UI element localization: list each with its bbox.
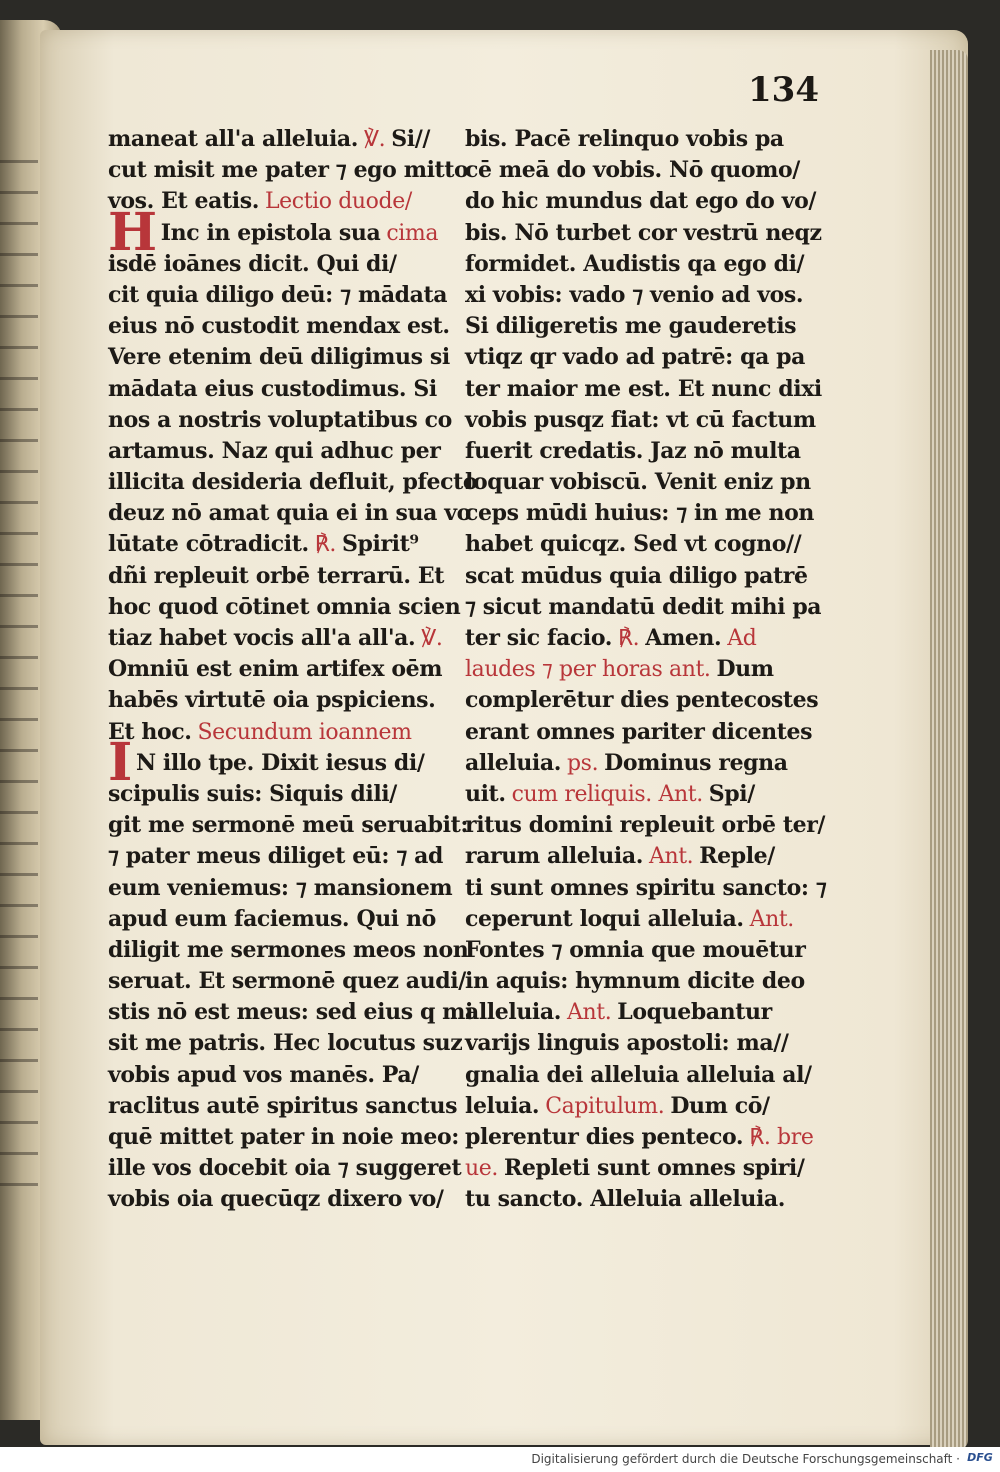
body-text: seruat. Et sermonē quez audi/ [108,968,466,995]
body-text: Si diligeretis me gauderetis [465,313,797,340]
body-text: Dum cō/ [670,1092,770,1119]
text-line [108,1153,468,1184]
text-line [465,997,830,1028]
body-text: stis nō est meus: sed eius q mi [108,999,474,1026]
body-text: Omniū est enim artifex oēm [108,656,443,683]
rubric-text: Ad [727,626,757,651]
body-text: Amen. [645,625,722,651]
text-line [108,561,468,592]
text-line [108,529,468,560]
text-line [465,374,830,405]
body-text: vobis apud vos manēs. Pa/ [108,1061,419,1088]
folio-number: 134 [748,70,819,110]
rubric-text: ℣. [421,626,443,651]
body-text: varijs linguis apostoli: ma// [465,1030,789,1057]
body-text: uit. [465,780,506,807]
body-text: sit me patris. Hec locutus suz [108,1030,463,1057]
body-text: bis. Pacē relinquo vobis pa [465,126,784,152]
body-text: scipulis suis: Siquis dili/ [108,780,397,807]
body-text: cut misit me pater ⁊ ego mitto [108,157,469,184]
text-line [465,155,830,186]
body-text: Dum [716,656,774,683]
body-text: ille vos docebit oia ⁊ suggeret [108,1155,462,1182]
text-line [465,498,830,529]
text-line [465,249,830,280]
body-text: tu sancto. Alleluia alleluia. [465,1186,786,1213]
rubric-text: ℟. [314,532,337,558]
body-text: ter maior me est. Et nunc dixi [465,375,822,402]
text-line [108,186,468,217]
body-text: plerentur dies penteco. [465,1124,744,1150]
text-line [465,904,830,935]
body-text: eius nō custodit mendax est. [108,313,450,340]
body-text: dñi repleuit orbē terrarū. Et [108,562,445,589]
body-text: ti sunt omnes spiritu sancto: ⁊ [465,874,827,901]
text-line [465,342,830,373]
footer-credit: Digitalisierung gefördert durch die Deutsche Forschungsgemeinschaft · [531,1452,960,1466]
rubric-text: ℟. [618,626,640,651]
text-line [465,529,830,560]
body-text: raclitus autē spiritus sanctus [108,1092,458,1119]
body-text: apud eum faciemus. Qui nō [108,905,436,932]
body-text: maneat all'a alleluia. [108,126,359,152]
text-line [108,1028,468,1059]
rubric-text: ps. [567,750,599,776]
text-line [465,717,830,748]
text-line [108,1091,468,1122]
body-text: leluia. [465,1092,540,1119]
text-line [108,249,468,280]
text-line [465,841,830,872]
dfg-logo-icon: DFG [967,1451,993,1464]
text-line [108,685,468,716]
body-text: gnalia dei alleluia alleluia al/ [465,1061,812,1088]
body-text: in aquis: hymnum dicite deo [465,968,805,995]
body-text: Reple/ [699,843,775,870]
rubric-text: ℟. bre [749,1125,814,1150]
body-text: habet quicqz. Sed vt cogno// [465,531,802,558]
text-line [465,873,830,904]
body-text: deuz nō amat quia ei in sua vo [108,500,471,527]
body-text: Et hoc. [108,718,192,745]
text-line [465,124,830,155]
text-line [465,1028,830,1059]
text-line [108,342,468,373]
text-line [465,592,830,623]
body-text: vobis pusqz fiat: vt cū factum [465,406,816,433]
rubric-text: Secundum ioannem [197,719,412,745]
body-text: ⁊ sicut mandatū dedit mihi pa [465,593,822,620]
body-text: Dominus regna [604,749,788,776]
body-text: illicita desideria defluit, pfecto [108,469,478,496]
body-text: scat mūdus quia diligo patrē [465,562,808,589]
body-text: artamus. Naz qui adhuc per [108,437,441,464]
text-line [108,966,468,997]
text-line [108,1060,468,1091]
body-text: Loquebantur [617,999,772,1026]
text-line [465,1153,830,1184]
body-text: ceps mūdi huius: ⁊ in me non [465,500,815,527]
text-column-right [465,124,830,1216]
text-line [108,935,468,966]
text-line [108,498,471,529]
body-text: diligit me sermones meos non [108,936,469,963]
body-text: eum veniemus: ⁊ mansionem [108,874,453,901]
text-line [108,654,468,685]
body-text: hoc quod cōtinet omnia scien [108,593,461,620]
text-line [108,904,468,935]
text-line [108,592,468,623]
body-text: vos. Et eatis. [108,188,259,215]
text-line [465,436,830,467]
body-text: Vere etenim deū diligimus si [108,344,450,371]
rubric-text: Lectio duode/ [264,189,412,215]
body-text: fuerit credatis. Jaz nō multa [465,437,801,464]
text-line [465,685,830,716]
body-text: ceperunt loqui alleluia. [465,905,744,932]
page-stack-edge [930,50,968,1447]
body-text: tiaz habet vocis all'a all'a. [108,625,416,651]
text-line [108,841,468,872]
text-line [465,748,830,779]
text-line [465,654,830,685]
rubric-text: Ant. [749,906,794,932]
text-line [108,280,468,311]
text-line [108,717,468,748]
body-text: nos a nostris voluptatibus co [108,406,452,433]
body-text: alleluia. [465,999,561,1026]
body-text: loquar vobiscū. Venit eniz pn [465,469,811,496]
body-text: mādata eius custodimus. Si [108,375,437,402]
body-text: Inc in epistola sua [160,219,381,246]
body-text: N illo tpe. Dixit iesus di/ [135,749,425,776]
body-text: cē meā do vobis. Nō quomo/ [465,157,800,184]
text-line [465,280,830,311]
initial-letter: H [108,202,157,264]
body-text: alleluia. [465,749,561,776]
text-line [465,966,830,997]
body-text: bis. Nō turbet cor vestrū neqz [465,219,822,246]
left-page-text-bleed [0,160,38,1210]
initial-letter: I [108,732,132,794]
text-line [465,1184,830,1215]
rubric-text: cum reliquis. Ant. [511,781,703,807]
rubric-text: ue. [465,1156,498,1182]
text-line [465,1122,830,1153]
body-text: erant omnes pariter dicentes [465,718,813,745]
text-line [465,1060,830,1091]
text-line [465,218,830,249]
body-text: lūtate cōtradicit. [108,531,309,558]
text-line [108,1184,468,1215]
text-line [108,374,468,405]
body-text: habēs virtutē oia pspiciens. [108,687,436,714]
text-line [465,186,830,217]
body-text: ⁊ pater meus diliget eū: ⁊ ad [108,843,444,870]
body-text: do hic mundus dat ego do vo/ [465,188,816,215]
text-line [465,467,830,498]
text-line [108,436,468,467]
text-line [465,779,830,810]
text-line [465,935,830,966]
footer-bar [0,1447,1000,1472]
text-line [465,1091,830,1122]
rubric-text: laudes ⁊ per horas ant. [465,657,711,683]
text-line [108,997,474,1028]
text-line [465,561,830,592]
text-line [108,779,468,810]
text-line [108,873,468,904]
body-text: Repleti sunt omnes spiri/ [503,1155,805,1182]
rubric-text: Ant. [648,844,694,870]
body-text: Si// [391,126,430,152]
rubric-text: cima [386,220,439,246]
rubric-text: Ant. [567,1000,612,1026]
text-line [108,623,468,654]
text-line [108,467,478,498]
body-text: rarum alleluia. [465,843,643,870]
body-text: vtiqz qr vado ad patrē: qa pa [465,344,806,371]
body-text: isdē ioānes dicit. Qui di/ [108,250,397,277]
body-text: complerētur dies pentecostes [465,687,819,714]
text-column-left [108,124,478,1216]
body-text: ritus domini repleuit orbē ter/ [465,812,826,839]
body-text: Fontes ⁊ omnia que mouētur [465,936,806,963]
rubric-text: Capitulum. [545,1093,665,1119]
body-text: quē mittet pater in noie meo: [108,1124,460,1150]
body-text: ter sic facio. [465,625,613,651]
text-line [108,810,468,841]
body-text: Spi/ [708,780,755,807]
body-text: cit quia diligo deū: ⁊ mādata [108,281,448,308]
rubric-text: ℣. [364,127,386,152]
body-text: xi vobis: vado ⁊ venio ad vos. [465,281,804,308]
text-line [465,405,830,436]
text-line [108,405,468,436]
text-line [108,124,468,155]
text-line [108,1122,468,1153]
body-text: git me sermonē meū seruabit: [108,812,469,839]
body-text: vobis oia quecūqz dixero vo/ [108,1186,444,1213]
text-line [465,623,830,654]
text-line [108,155,468,186]
text-line [465,810,830,841]
text-line [108,311,468,342]
body-text: formidet. Audistis qa ego di/ [465,250,805,277]
body-text: Spirit⁹ [342,531,419,558]
text-line [465,311,830,342]
